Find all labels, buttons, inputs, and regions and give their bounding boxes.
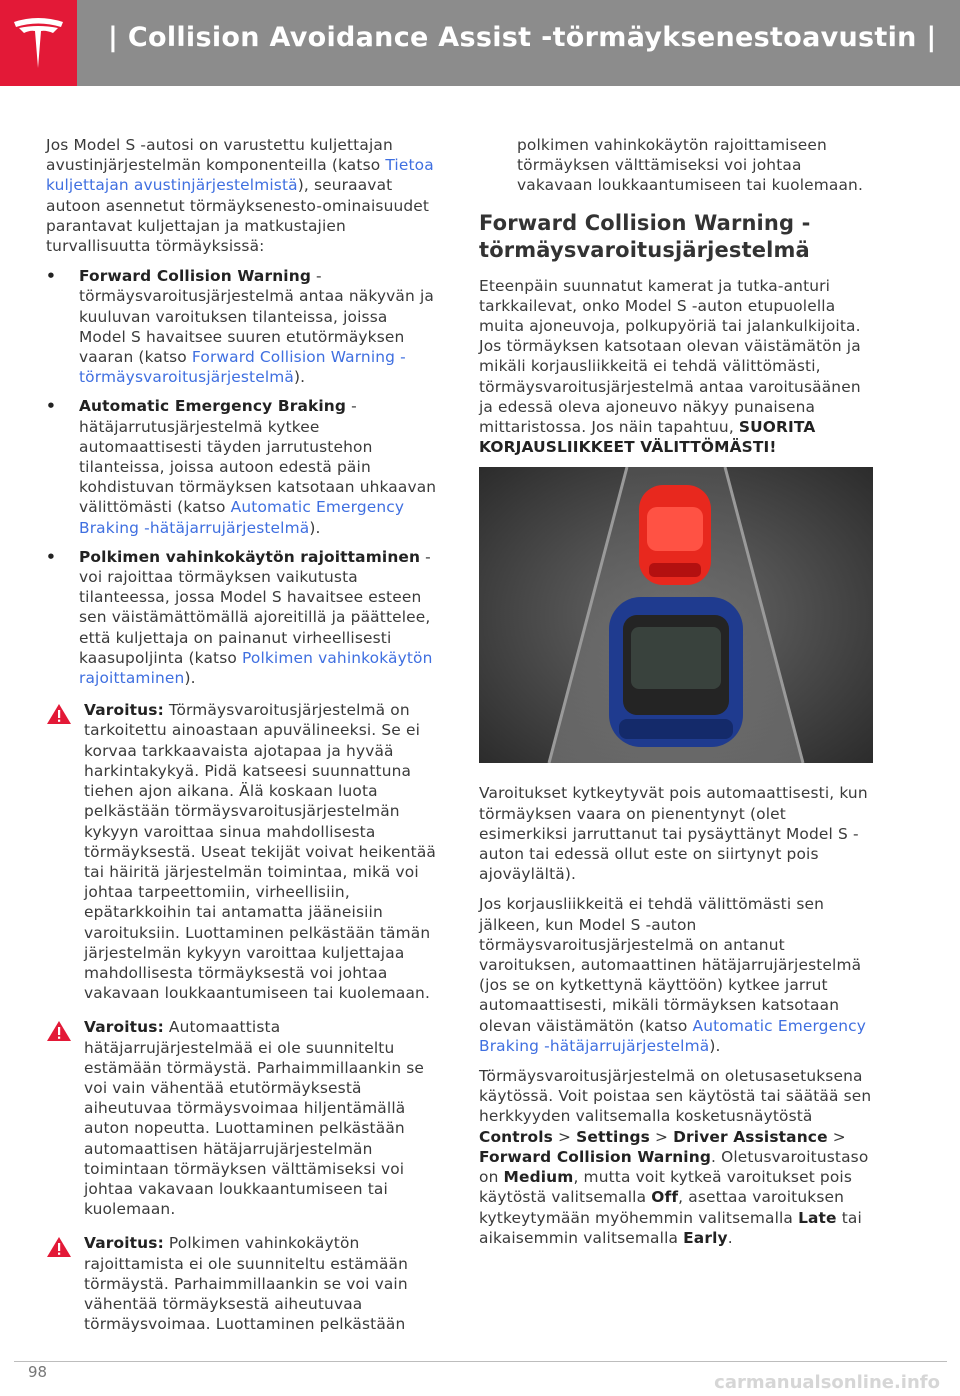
warning-block	[46, 1233, 438, 1334]
warning-triangle-icon	[46, 1020, 72, 1042]
warning-triangle-icon	[46, 1236, 72, 1258]
bullet-title: Automatic Emergency Braking	[79, 397, 347, 416]
bullet-icon: •	[46, 547, 56, 566]
intro-text: Jos Model S -autosi on varustettu kuljettajan avustinjärjestelmän komponenteilla (katso	[46, 136, 393, 175]
fcw-paragraph	[479, 276, 875, 458]
fcw-text: Eteenpäin suunnatut kamerat ja tutka-anturi tarkkailevat, onko Model S -auton etupuolella muita ajoneuvoja, polkupyöriä tai jalankulkijoita. Jos törmäyksen katsotaan olevan väistämätön ja mikäli korjausliikkeitä ei tehdä välittömästi, törmäysvaroitusjärjestelmä antaa varoitusäänen ja edessä oleva ajoneuvo näkyy punaisena mittaristossa. Jos näin tapahtuu,	[479, 276, 861, 437]
warning-block	[46, 1017, 438, 1219]
warning-continuation: polkimen vahinkokäytön rajoittamiseen törmäyksen välttämiseksi voi johtaa vakavaan loukkaantumiseen tai kuolemaan.	[517, 136, 863, 195]
bullet-icon: •	[46, 267, 56, 286]
warning-block	[46, 700, 438, 1003]
warning-label: Varoitus:	[84, 1234, 164, 1253]
bullet-title: Forward Collision Warning	[79, 267, 312, 286]
settings-text: , asettaa varoituksen kytkeytymään myöhemmin valitsemalla	[479, 1188, 845, 1227]
bullet-text: - voi rajoittaa törmäyksen vaikutusta tilanteessa, jossa Model S havaitsee esteen sen väistämättömällä ajoreitillä ja päättelee, että kuljettaja on painanut virheellisesti kaasupoljinta (katso	[79, 547, 431, 667]
fcw-callout: SUORITA KORJAUSLIIKKEET VÄLITTÖMÄSTI!	[479, 418, 816, 457]
collision-warning-illustration	[479, 467, 873, 763]
option-medium: Medium	[503, 1168, 574, 1187]
page-number: 98	[28, 1363, 48, 1381]
right-column	[479, 135, 875, 1258]
watermark: carmanualsonline.info	[714, 1372, 940, 1393]
separator: >	[649, 1127, 674, 1146]
option-off: Off	[651, 1188, 679, 1207]
warning-text: Automaattista hätäjarrujärjestelmää ei ole suunniteltu estämään törmäystä. Parhaimmillaankin se voi vain vähentää etutörmäyksestä aiheutuvaa törmäysvoimaa hiljentämällä auton nopeutta. Luottaminen pelkästään automaattisen hätäjarrujärjestelmän toimintaan törmäyksen välttämiseksi voi johtaa vakavaan loukkaantumiseen tai kuolemaan.	[84, 1018, 425, 1219]
link-aeb-2[interactable]: Automatic Emergency Braking -hätäjarrujärjestelmä	[479, 1016, 866, 1055]
aeb-text: Jos korjausliikkeitä ei tehdä välittömästi sen jälkeen, kun Model S -auton törmäysvaroitusjärjestelmä on antanut varoituksen, automaattinen hätäjarrujärjestelmä (jos se on kytkettynä käyttöön) kytkee jarrut automaattisesti, mikäli törmäyksen katsotaan olevan väistämätön (katso	[479, 895, 862, 1035]
separator: >	[827, 1127, 846, 1146]
feature-list	[46, 266, 438, 688]
intro-paragraph	[46, 135, 438, 256]
separator: >	[552, 1127, 577, 1146]
settings-text: , mutta voit kytkeä varoitukset pois käytöstä valitsemalla	[479, 1168, 852, 1207]
bullet-end: ).	[294, 368, 306, 387]
settings-text: Törmäysvaroitusjärjestelmä on oletusasetuksena käytössä. Voit poistaa sen käytöstä tai säätää sen herkkyyden valitsemalla kosketusnäytöstä	[479, 1067, 872, 1126]
menu-driver-assistance: Driver Assistance	[673, 1127, 828, 1146]
footer-divider	[14, 1361, 947, 1362]
page-header	[0, 0, 960, 86]
menu-controls: Controls	[479, 1127, 553, 1146]
warning-label: Varoitus:	[84, 1018, 164, 1037]
bullet-icon: •	[46, 397, 56, 416]
bullet-end: ).	[184, 669, 196, 688]
warning-text: Polkimen vahinkokäytön rajoittamista ei ole suunniteltu estämään törmäystä. Parhaimmillaankin se voi vain vähentää törmäyksestä aiheutuvaa törmäysvoimaa. Luottaminen pelkästään	[84, 1234, 409, 1334]
warnings-off-paragraph: Varoitukset kytkeytyvät pois automaattisesti, kun törmäyksen vaara on pienentynyt (olet esimerkiksi jarruttanut tai pysäyttänyt Model S -auton tai edessä ollut este on siirtynyt pois ajoväylältä).	[479, 784, 868, 884]
link-driver-assist[interactable]: Tietoa kuljettajan avustinjärjestelmistä	[46, 156, 434, 195]
warning-label: Varoitus:	[84, 701, 164, 720]
menu-settings: Settings	[576, 1127, 650, 1146]
bullet-title: Polkimen vahinkokäytön rajoittaminen	[79, 547, 421, 566]
menu-fcw: Forward Collision Warning	[479, 1147, 712, 1166]
bullet-end: ).	[309, 518, 321, 537]
list-item	[46, 396, 438, 537]
left-column	[46, 135, 438, 1348]
option-late: Late	[798, 1208, 837, 1227]
warning-triangle-icon	[46, 703, 72, 725]
list-item	[46, 547, 438, 688]
bullet-text: - hätäjarrutusjärjestelmä kytkee automaattisesti täyden jarrutustehon tilanteissa, joissa autoon edestä päin kohdistuvan törmäyksen katsotaan uhkaavan välittömästi (katso	[79, 397, 437, 517]
bullet-text: - törmäysvaroitusjärjestelmä antaa näkyvän ja kuuluvan varoituksen tilanteissa, joissa Model S havaitsee suuren etutörmäyksen vaaran (katso	[79, 267, 434, 367]
red-vehicle-icon	[639, 485, 711, 585]
link-pedal-misapplication[interactable]: Polkimen vahinkokäytön rajoittaminen	[79, 648, 433, 688]
link-aeb[interactable]: Automatic Emergency Braking -hätäjarrujärjestelmä	[79, 498, 405, 537]
settings-text: tai aikaisemmin valitsemalla	[479, 1208, 862, 1247]
list-item	[46, 266, 438, 387]
warning-text: Törmäysvaroitusjärjestelmä on tarkoitettu ainoastaan apuvälineeksi. Se ei korvaa tarkkaavaista ajotapaa ja hyvää harkintakykyä. Pidä katseesi suunnattuna tiehen ajon aikana. Älä koskaan luota pelkästään törmäysvaroitusjärjestelmän kykyyn varoittaa sinua mahdollisesta törmäyksestä. Useat tekijät voivat heikentää tai häiritä järjestelmän toimintaa, mikä voi johtaa tarpeettomiin, virheellisiin, epätarkkoihin tai antamatta jääneisiin varoituksiin. Luottaminen pelkästään tämän järjestelmän kykyyn varoittaa kuljettajaa mahdollisesta törmäyksestä voi johtaa vakavaan loukkaantumiseen tai kuolemaan.	[84, 701, 436, 1003]
section-heading: Forward Collision Warning -törmäysvaroitusjärjestelmä	[479, 210, 811, 262]
settings-paragraph	[479, 1066, 875, 1248]
tesla-logo	[0, 0, 77, 86]
page-title: | Collision Avoidance Assist -törmäyksenestoavustin |	[108, 22, 937, 53]
blue-vehicle-icon	[609, 597, 743, 747]
settings-text-end: .	[727, 1228, 733, 1247]
intro-text-end: ), seuraavat autoon asennetut törmäyksenesto-ominaisuudet parantavat kuljettajan ja matkustajien turvallisuutta törmäyksissä:	[46, 176, 430, 256]
settings-text: . Oletusvaroitustaso on	[479, 1147, 869, 1187]
link-fcw[interactable]: Forward Collision Warning -törmäysvaroitusjärjestelmä	[79, 348, 406, 387]
aeb-text-end: ).	[709, 1036, 721, 1055]
tesla-logo-icon	[12, 16, 65, 70]
aeb-paragraph	[479, 894, 875, 1056]
option-early: Early	[683, 1228, 728, 1247]
